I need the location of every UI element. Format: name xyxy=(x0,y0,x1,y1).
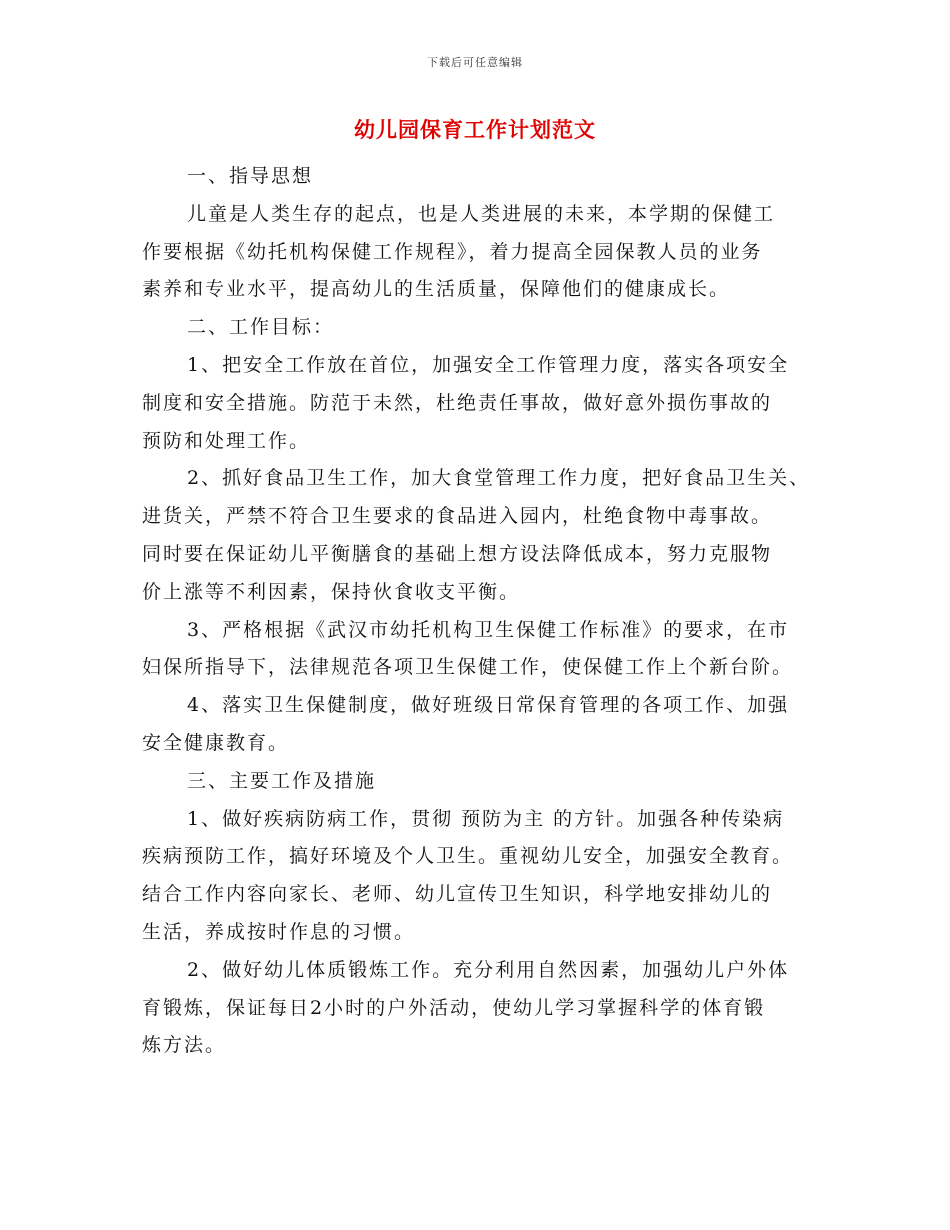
text-line: 价上涨等不利因素，保持伙食收支平衡。 xyxy=(142,580,521,603)
text-line: 一、指导思想 xyxy=(187,165,314,187)
text-line: 2、抓好食品卫生工作，加大食堂管理工作力度，把好食品卫生关、 xyxy=(187,467,811,490)
document-body xyxy=(142,158,832,1065)
document-title: 幼儿园保育工作计划范文 xyxy=(354,117,596,142)
text-line: 素养和专业水平，提高幼儿的生活质量，保障他们的健康成长。 xyxy=(142,278,731,301)
text-line: 炼方法。 xyxy=(142,1034,227,1057)
text-line: 同时要在保证幼儿平衡膳食的基础上想方设法降低成本，努力克服物 xyxy=(142,542,773,565)
text-line: 1、把安全工作放在首位，加强安全工作管理力度，落实各项安全 xyxy=(187,353,790,376)
text-line: 2、做好幼儿体质锻炼工作。充分利用自然因素，加强幼儿户外体 xyxy=(187,958,790,981)
text-line: 进货关，严禁不符合卫生要求的食品进入园内，杜绝食物中毒事故。 xyxy=(142,505,773,528)
text-line: 预防和处理工作。 xyxy=(142,429,311,452)
text-line: 安全健康教育。 xyxy=(142,731,290,754)
text-line: 1、做好疾病防病工作，贯彻 预防为主 的方针。加强各种传染病 xyxy=(187,807,785,830)
text-line: 制度和安全措施。防范于未然，杜绝责任事故，做好意外损伤事故的 xyxy=(142,391,773,414)
text-line: 三、主要工作及措施 xyxy=(187,769,377,792)
text-line: 3、严格根据《武汉市幼托机构卫生保健工作标准》的要求，在市 xyxy=(187,618,790,641)
text-line: 疾病预防工作，搞好环境及个人卫生。重视幼儿安全，加强安全教育。 xyxy=(142,845,794,868)
text-line: 作要根据《幼托机构保健工作规程》，着力提高全园保教人员的业务 xyxy=(142,240,763,263)
text-line: 生活，养成按时作息的习惯。 xyxy=(142,920,416,943)
text-line: 儿童是人类生存的起点，也是人类进展的未来，本学期的保健工 xyxy=(187,202,776,225)
text-line: 4、落实卫生保健制度，做好班级日常保育管理的各项工作、加强 xyxy=(187,694,790,717)
header-note: 下载后可任意编辑 xyxy=(427,56,523,69)
text-line: 二、工作目标： xyxy=(187,316,335,339)
text-line: 结合工作内容向家长、老师、幼儿宣传卫生知识，科学地安排幼儿的 xyxy=(142,883,773,906)
text-line: 妇保所指导下，法律规范各项卫生保健工作，使保健工作上个新台阶。 xyxy=(142,656,794,679)
text-line: 育锻炼，保证每日2小时的户外活动，使幼儿学习掌握科学的体育锻 xyxy=(142,996,766,1019)
